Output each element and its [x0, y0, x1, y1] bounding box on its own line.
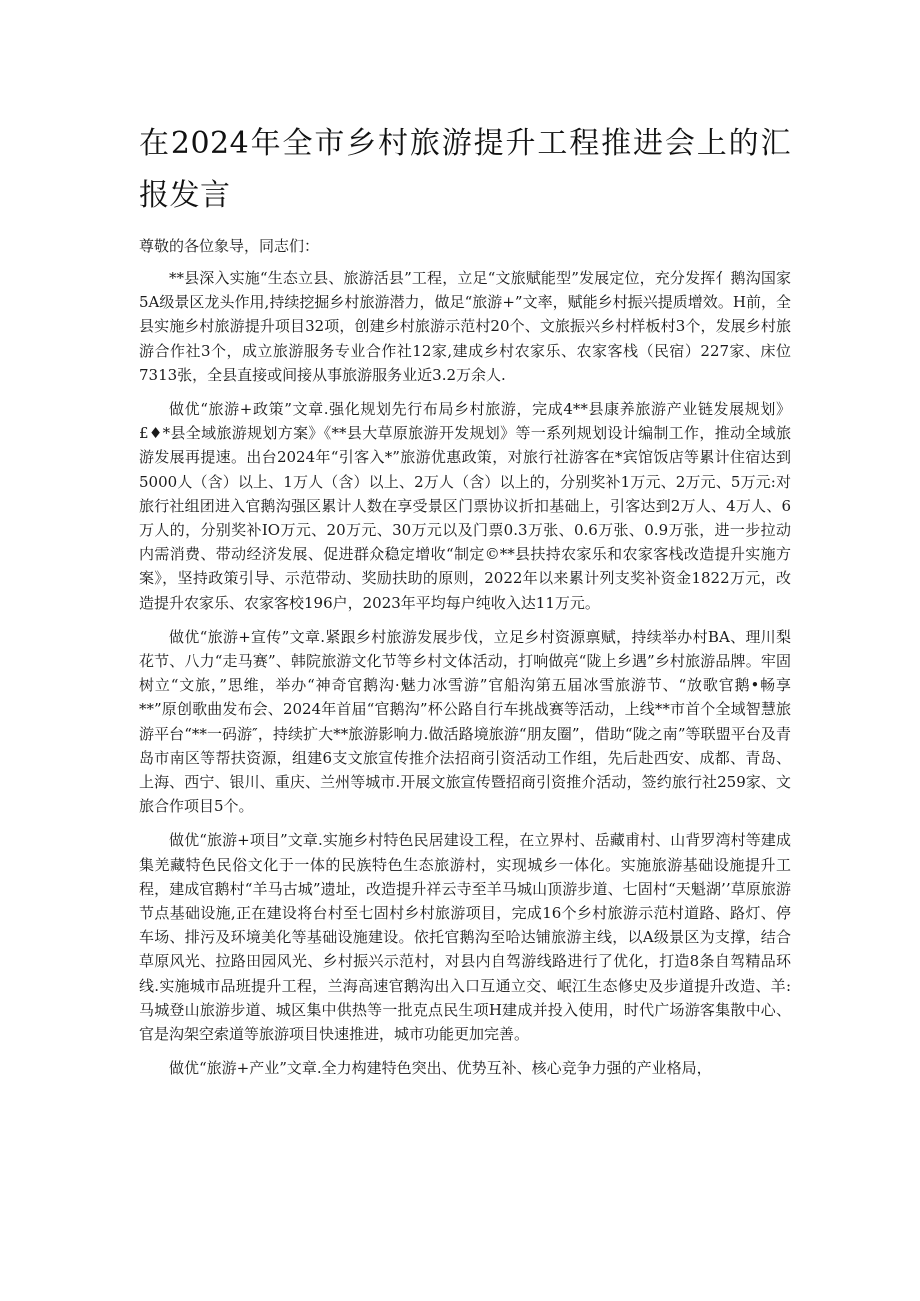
paragraph-publicity: 做优“旅游+宣传”文章.紧跟乡村旅游发展步伐，立足乡村资源禀赋，持续举办村BA、理川梨花节、八力“走马赛”、韩院旅游文化节等乡村文体活动，打响做亮“陇上乡遇”乡村旅游品牌。牢固树立“文旅，”思维，举办“神奇官鹅沟·魅力冰雪游”官船沟第五届冰雪旅游节、“放歌官鹅•畅享**”原创歌曲发布会、2024年首届“官鹅沟”杯公路自行车挑战赛等活动，上线**市首个全域智慧旅游平台“**一码游″，持续扩大**旅游影响力.做活路境旅游“朋友圈”，借助“陇之南”等联盟平台及青岛市南区等帮扶资源，组建6支文旅宣传推介法招商引资活动工作组，先后赴西安、成都、青岛、上海、西宁、银川、重庆、兰州等城市.开展文旅宣传暨招商引资推介活动，签约旅行社259家、文旅合作项目5个。	[139, 627, 791, 816]
paragraph-policy: 做优“旅游+政策”文章.强化规划先行布局乡村旅游，完成4**县康养旅游产业链发展规划》£♦*县全域旅游规划方案》《**县大草原旅游开发规划》等一系列规划设计编制工作，推动全域旅游发展再提速。出台2024年“引客入*”旅游优惠政策，对旅行社游客在*宾馆饭店等累计住宿达到5000人（含）以上、1万人（含）以上、2万人（含）以上的，分别奖补1万元、2万元、5万元:对旅行社组团进入官鹅沟强区累计人数在享受景区门票协议折扣基础上，引客达到2万人、4万人、6万人的，分别奖补IO万元、20万元、30万元以及门票0.3万张、0.6万张、0.9万张，进一步拉动内需消费、带动经济发展、促进群众稳定增收“制定©**县扶持农家乐和农家客栈改造提升实施方案》，坚持政策引导、示范带动、奖励扶助的原则，2022年以来累计列支奖补资金1822万元，改造提升农家乐、农家客校196户，2023年平均每户纯收入达11万元。	[139, 400, 791, 612]
salutation: 尊敬的各位象导，同志们：	[139, 237, 320, 255]
paragraph-industry: 做优“旅游+产业”文章.全力构建特色突出、优势互补、核心竞争力强的产业格局，	[169, 1059, 712, 1078]
document-title: 在2024年全市乡村旅游提升工程推进会上的汇报发言	[139, 126, 791, 213]
paragraph-projects: 做优“旅游+项目”文章.实施乡村特色民居建设工程，在立界村、岳藏甫村、山背罗湾村等建成集羌藏特色民俗文化于一体的民族特色生态旅游村，实现城乡一体化。实施旅游基础设施提升工程，建成官鹅村“羊马古城”遗址，改造提升祥云寺至羊马城山顶游步道、七固村“天魁湖’’草原旅游节点基础设施,正在建设将台村至七固村乡村旅游项目，完成16个乡村旅游示范村道路、路灯、停车场、排污及环境美化等基础设施建设。依托官鹅沟至哈达铺旅游主线，以A级景区为支撑，结合草原风光、拉路田园风光、乡村振兴示范村，对县内自驾游线路进行了优化，打造8条自驾精品环线.实施城市品班提升工程，兰海高速官鹅沟出入口互通立交、岷江生态修史及步道提升改造、羊:马城登山旅游步道、城区集中供热等一批克点民生项H建成并投入使用，时代广场游客集散中心、官是沟架空索道等旅游项目快速推进，城市功能更加完善。	[139, 831, 791, 1044]
paragraph-overview: **县深入实施“生态立县、旅游活县”工程，立足“文旅赋能型”发展定位，充分发挥亻鹅沟国家5A级景区龙头作用,持续挖掘乡村旅游潜力，做足“旅游+”文率，赋能乡村振兴提质增效。H前，全县实施乡村旅游提升项目32项，创建乡村旅游示范村20个、文旅振兴乡村样板村3个，发展乡村旅游合作社3个，成立旅游服务专业合作社12家,建成乡村农家乐、农家客栈（民宿）227家、床位7313张，全县直接或间接从事旅游服务业近3.2万余人.	[139, 269, 791, 384]
document-page	[139, 118, 791, 1091]
